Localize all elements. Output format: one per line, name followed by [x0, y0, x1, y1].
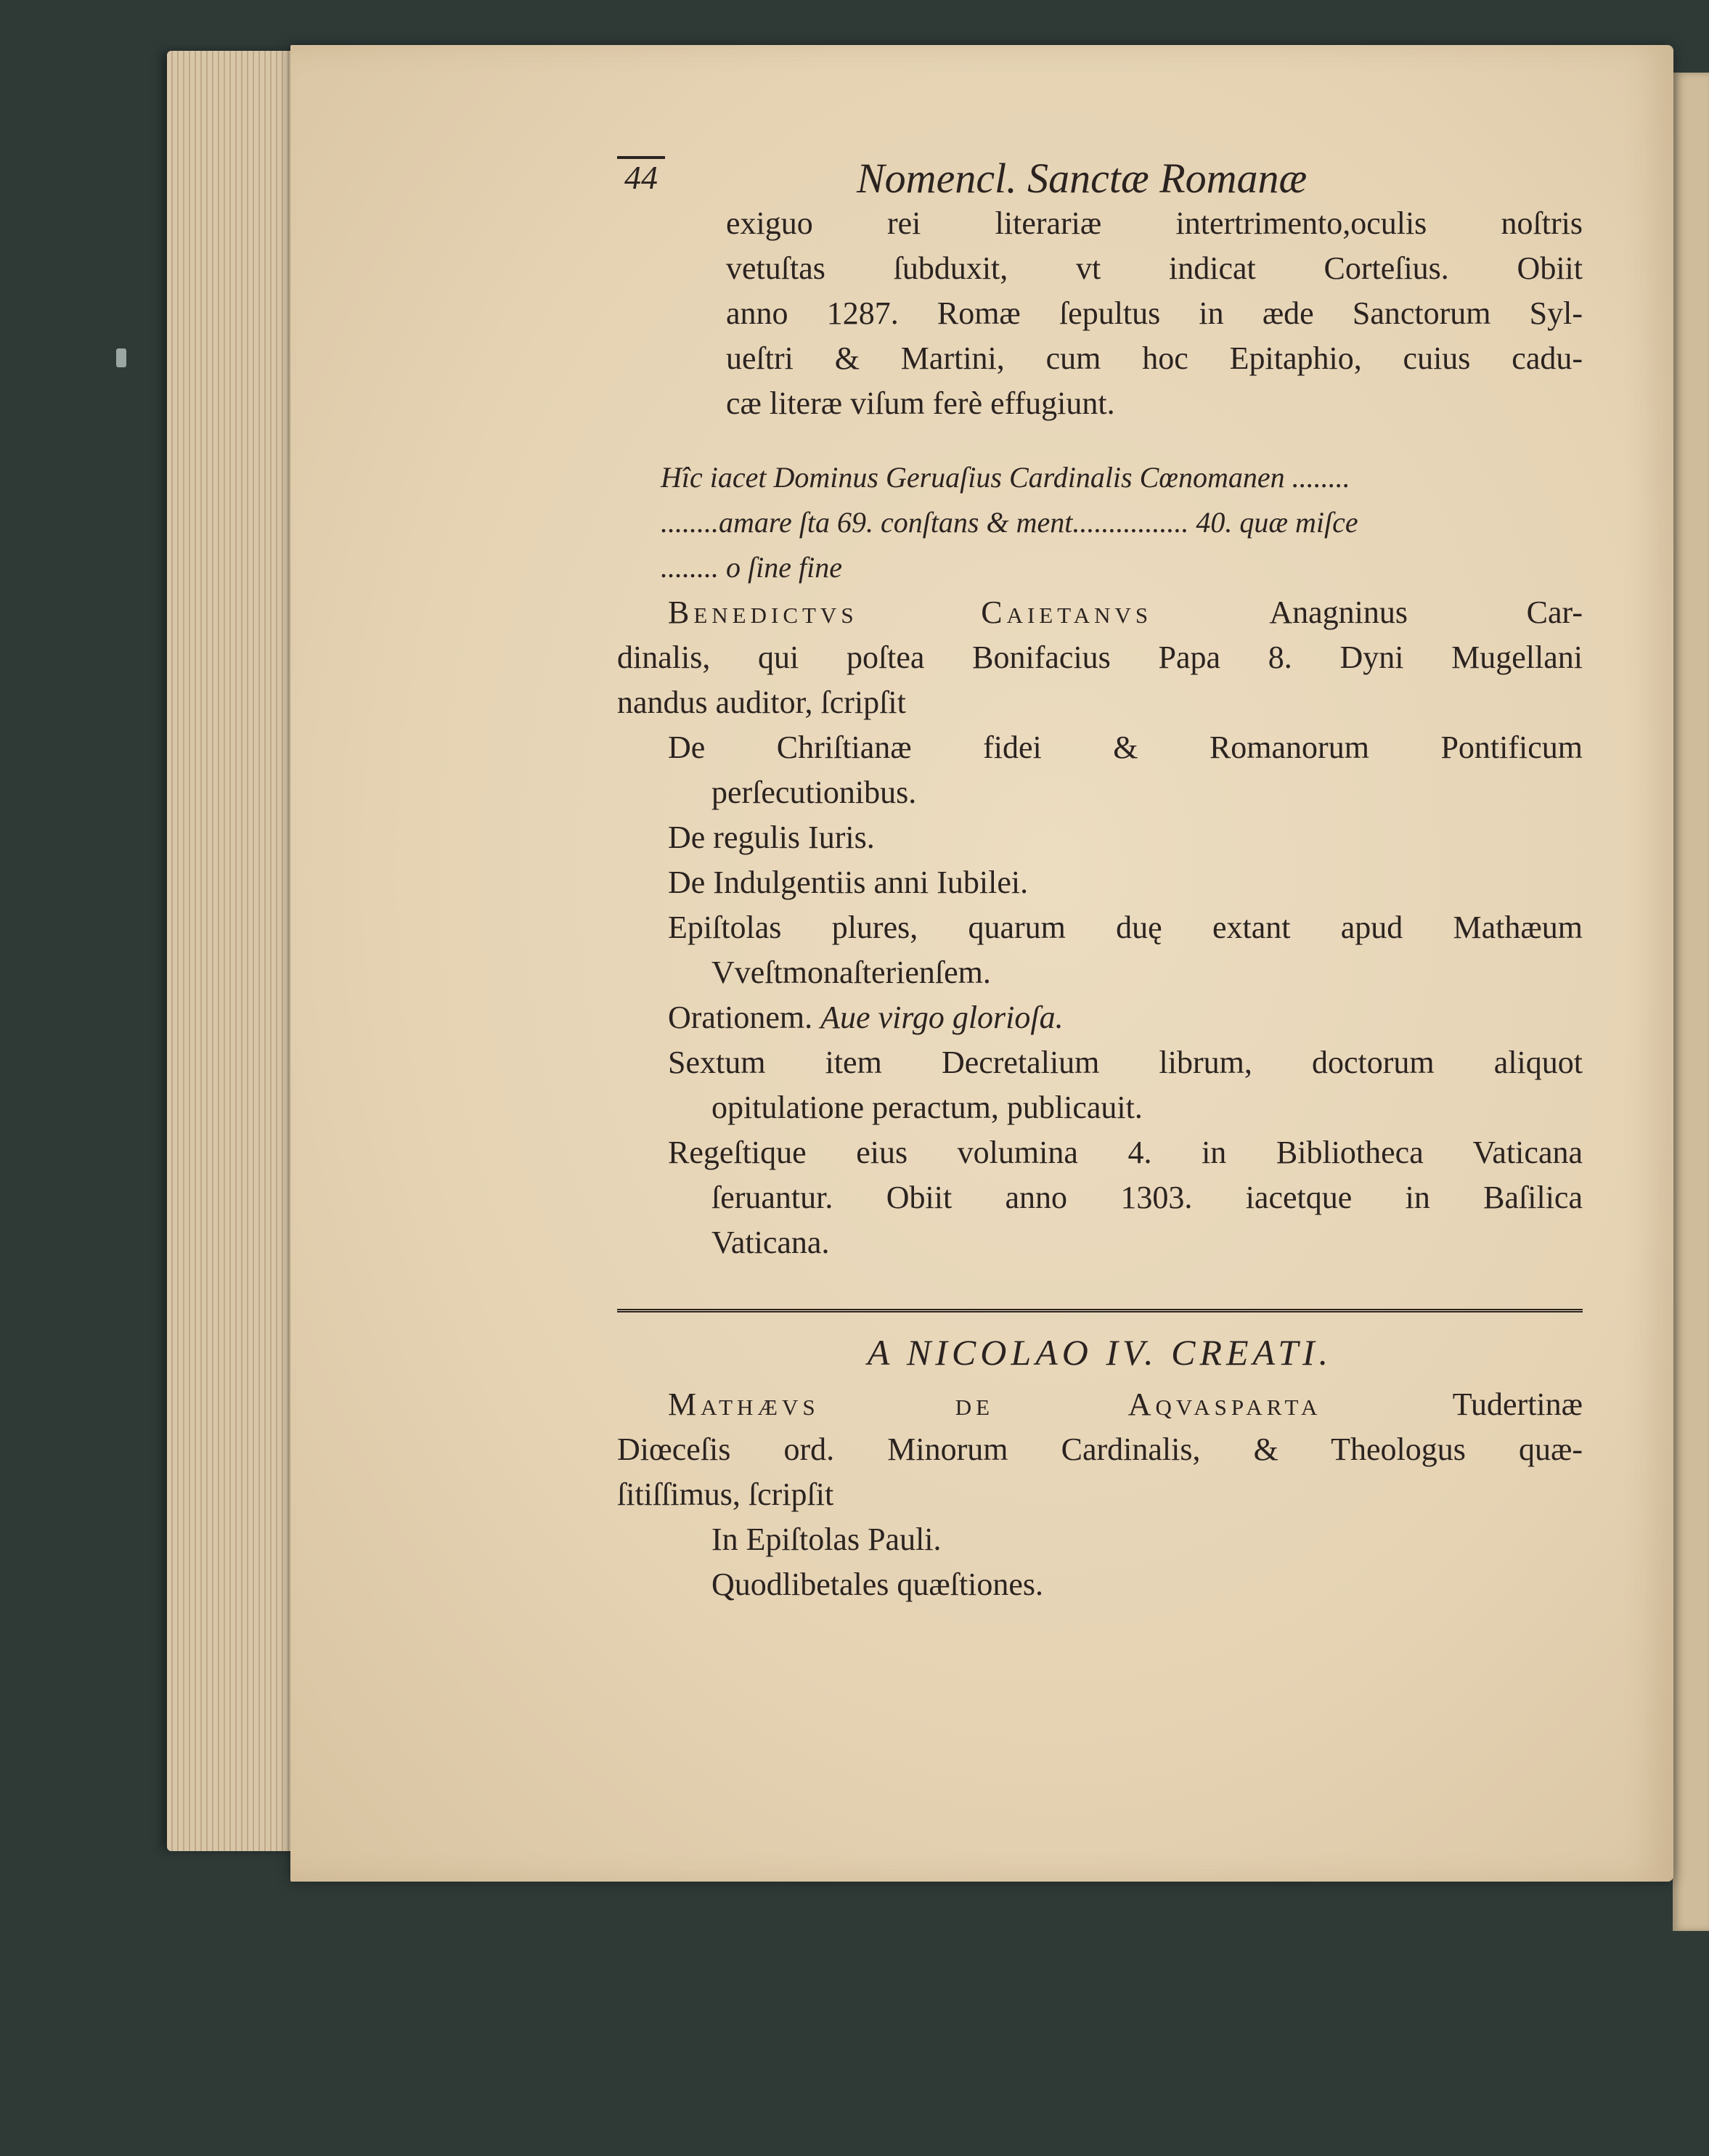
page-header: [617, 156, 1583, 201]
work-line: ſeruantur. Obiit anno 1303. iacetque in Baſilica: [711, 1180, 1583, 1215]
work-line: De Chriſtianæ fidei & Romanorum Pontificum: [668, 730, 1583, 765]
author-name: Mathævs de Aqvasparta: [668, 1387, 1322, 1422]
text-span: Tudertinæ: [1321, 1387, 1583, 1422]
work-line: perſecutionibus.: [711, 775, 917, 810]
work-line: In Epiſtolas Pauli.: [711, 1522, 942, 1557]
work-line: [617, 995, 1583, 1040]
text-line: cæ literæ viſum ferè effugiunt.: [726, 385, 1115, 421]
entry-first-line: [617, 1382, 1583, 1427]
running-head: Nomencl. Sanctæ Romanæ: [857, 155, 1308, 202]
work-line: Vveſtmonaſterienſem.: [711, 955, 991, 990]
text-line: exiguo rei literariæ intertrimento,oculis noſtris: [726, 205, 1583, 241]
work-line: Sextum item Decretalium librum, doctorum aliquot: [668, 1045, 1583, 1080]
page-text: [617, 156, 1583, 1607]
work-line: De regulis Iuris.: [668, 820, 875, 855]
epitaph-line: ........ o ſine fine: [661, 551, 842, 584]
text-line: anno 1287. Romæ ſepultus in æde Sanctorum Syl-: [726, 295, 1583, 331]
text-line: dinalis, qui poſtea Bonifacius Papa 8. Dyni Mugellani: [617, 640, 1583, 675]
text-line: ſitiſſimus, ſcripſit: [617, 1477, 834, 1512]
entry-first-line: [617, 590, 1583, 635]
entry-benedictus: [617, 590, 1583, 1265]
page-number: 44: [617, 156, 665, 197]
text-line: Diœceſis ord. Minorum Cardinalis, & Theologus quæ-: [617, 1432, 1583, 1467]
work-line: Quodlibetales quæſtiones.: [711, 1567, 1044, 1602]
facing-page-edge: [1673, 73, 1709, 1931]
epitaph-line: ........amare ſta 69. conſtans & ment................ 40. quæ miſce: [661, 506, 1358, 539]
text-line: nandus auditor, ſcripſit: [617, 685, 906, 720]
work-line: Epiſtolas plures, quarum duę extant apud Mathæum: [668, 910, 1583, 945]
work-line: Vaticana.: [711, 1225, 830, 1260]
text-line: vetuſtas ſubduxit, vt indicat Corteſius. Obiit: [726, 250, 1583, 286]
work-line: De Indulgentiis anni Iubilei.: [668, 865, 1029, 900]
epitaph-line: Hîc iacet Dominus Geruaſius Cardinalis Cœnomanen ........: [661, 461, 1350, 494]
text-span: Orationem.: [668, 1000, 813, 1035]
work-line: Regeſtique eius volumina 4. in Bibliotheca Vaticana: [668, 1135, 1583, 1170]
bookmark-tab: [116, 348, 126, 367]
paragraph-exiguo: [617, 201, 1583, 426]
section-rule: [617, 1309, 1583, 1312]
entry-mathaeus: [617, 1382, 1583, 1607]
epitaph: [617, 455, 1583, 590]
author-name: Benedictvs Caietanvs: [668, 595, 1153, 630]
work-line: opitulatione peractum, publicauit.: [711, 1090, 1143, 1125]
text-line: ueſtri & Martini, cum hoc Epitaphio, cuius cadu-: [726, 340, 1583, 376]
text-span: Anagninus Car-: [1152, 595, 1583, 630]
work-title: Aue virgo glorioſa.: [820, 1000, 1064, 1035]
section-title: A NICOLAO IV. CREATI.: [867, 1332, 1333, 1373]
